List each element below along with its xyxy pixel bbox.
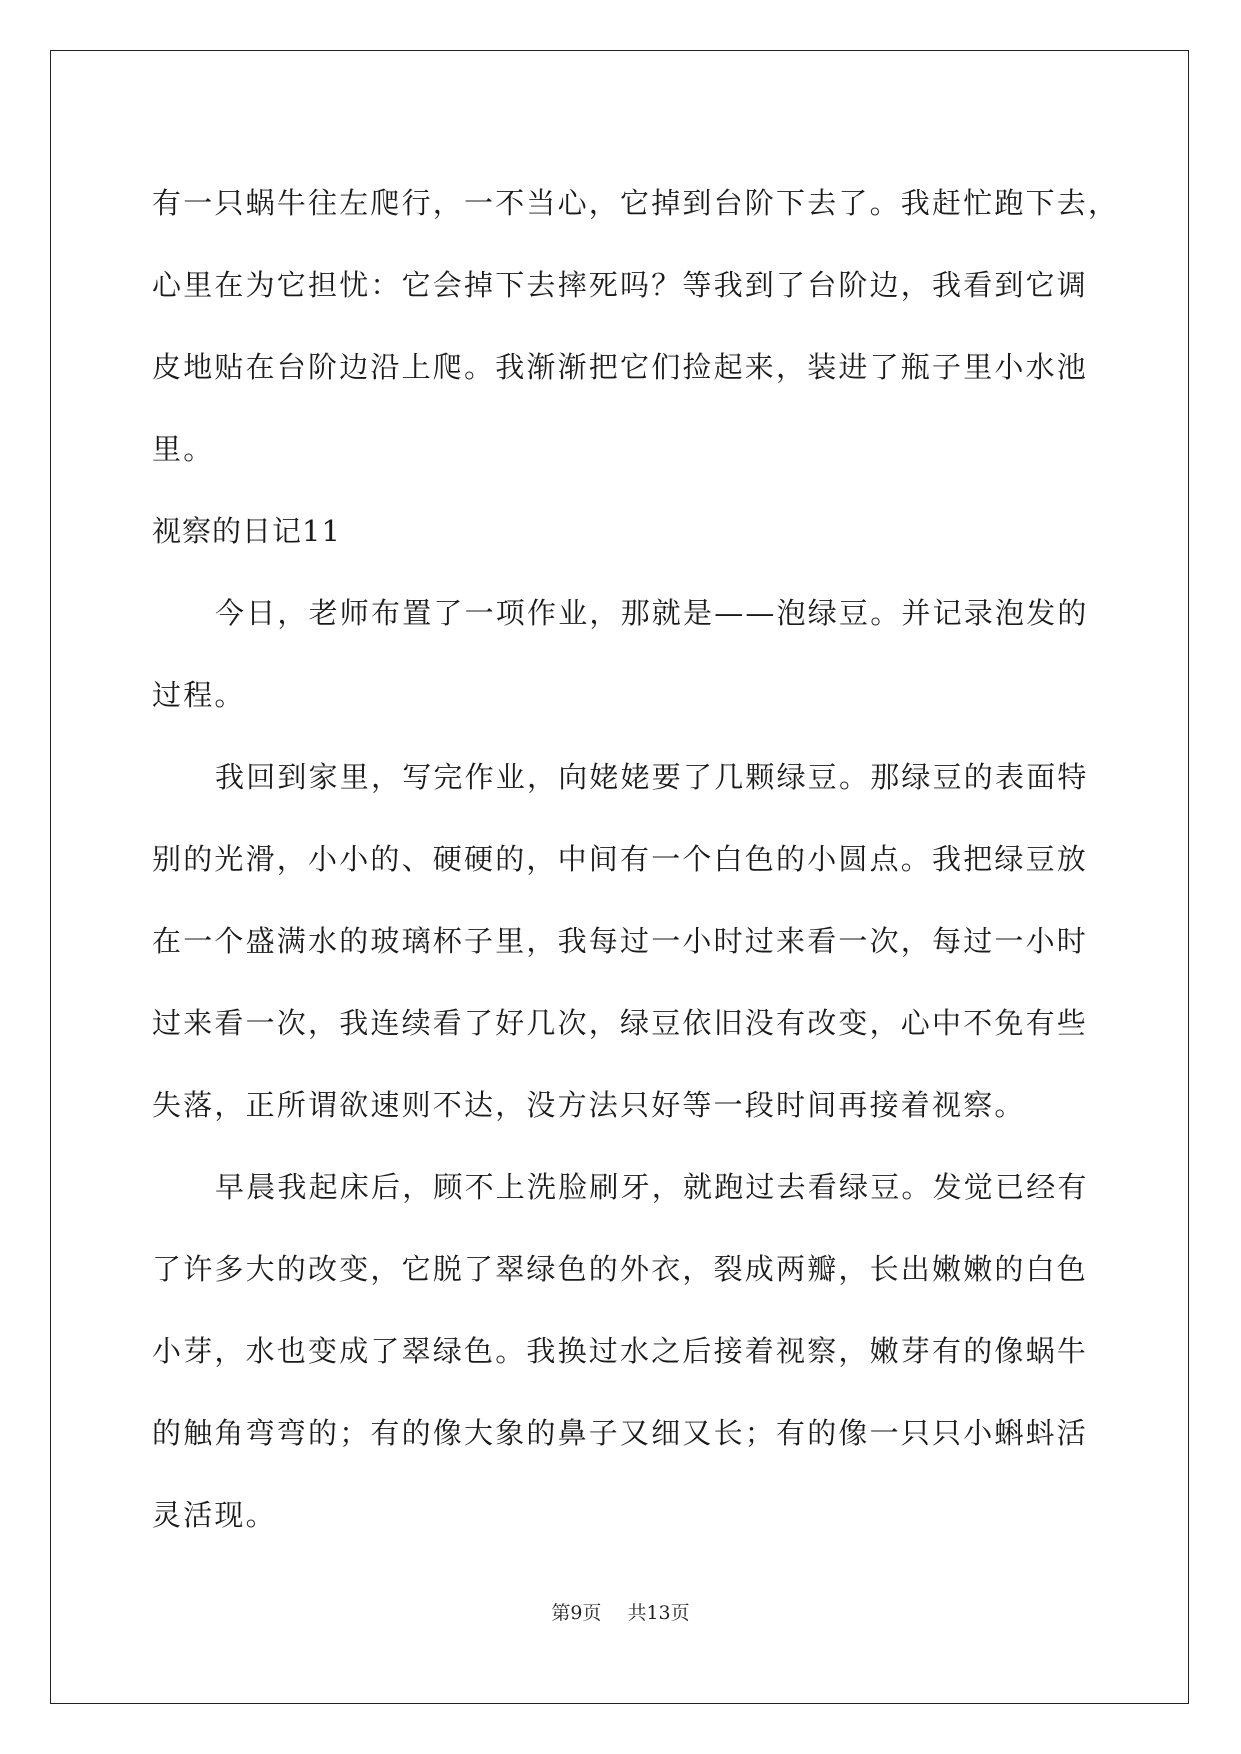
section-heading: 视察的日记11 [152, 514, 341, 548]
text-line: 里。 [152, 432, 215, 466]
page-number: 第9页 [551, 1602, 602, 1624]
text-line: 灵活现。 [152, 1498, 277, 1532]
text-line: 我回到家里，写完作业，向姥姥要了几颗绿豆。那绿豆的表面特 [215, 760, 1089, 794]
page-footer [0, 1598, 1241, 1625]
text-line: 皮地贴在台阶边沿上爬。我渐渐把它们捡起来，装进了瓶子里小水池 [152, 350, 1089, 384]
text-line: 有一只蜗牛往左爬行，一不当心，它掉到台阶下去了。我赶忙跑下去， [152, 186, 1120, 220]
total-pages: 共13页 [627, 1602, 690, 1624]
text-line: 今日，老师布置了一项作业，那就是——泡绿豆。并记录泡发的 [215, 596, 1089, 630]
paragraph [152, 572, 1092, 736]
text-line: 在一个盛满水的玻璃杯子里，我每过一小时过来看一次，每过一小时 [152, 924, 1089, 958]
text-line: 的触角弯弯的；有的像大象的鼻子又细又长；有的像一只只小蝌蚪活 [152, 1416, 1089, 1450]
document-body [152, 162, 1120, 1556]
paragraph [152, 736, 1092, 1146]
continued-paragraph [152, 162, 1120, 490]
paragraph [152, 1146, 1092, 1556]
text-line: 小芽，水也变成了翠绿色。我换过水之后接着视察，嫩芽有的像蜗牛 [152, 1334, 1089, 1368]
text-line: 过来看一次，我连续看了好几次，绿豆依旧没有改变，心中不免有些 [152, 1006, 1089, 1040]
text-line: 过程。 [152, 678, 246, 712]
text-line: 早晨我起床后，顾不上洗脸刷牙，就跑过去看绿豆。发觉已经有 [215, 1170, 1089, 1204]
text-line: 了许多大的改变，它脱了翠绿色的外衣，裂成两瓣，长出嫩嫩的白色 [152, 1252, 1089, 1286]
text-line: 失落，正所谓欲速则不达，没方法只好等一段时间再接着视察。 [152, 1088, 1026, 1122]
text-line: 心里在为它担忧：它会掉下去摔死吗？等我到了台阶边，我看到它调 [152, 268, 1089, 302]
text-line: 别的光滑，小小的、硬硬的，中间有一个白色的小圆点。我把绿豆放 [152, 842, 1089, 876]
